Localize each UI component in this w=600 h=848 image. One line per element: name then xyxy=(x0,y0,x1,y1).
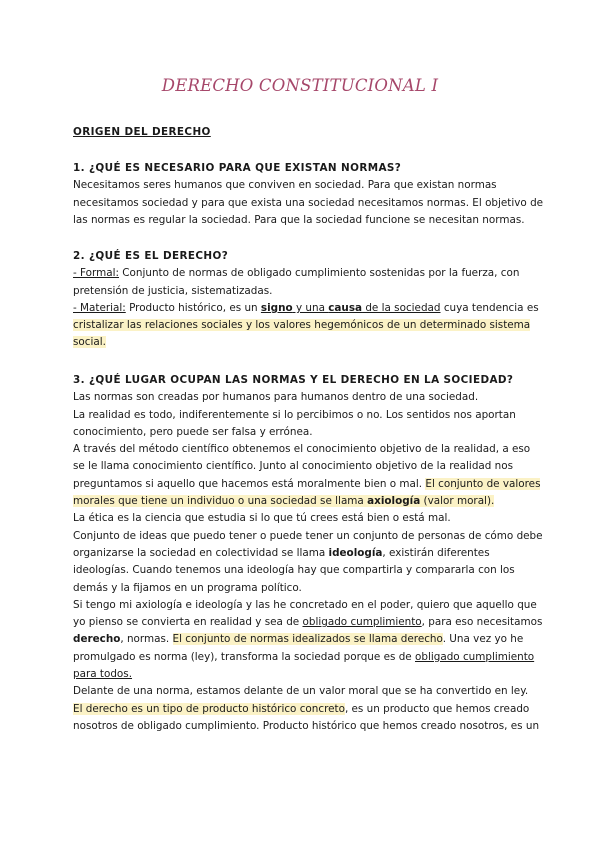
derecho-term: derecho xyxy=(73,633,121,646)
highlight: El conjunto de normas idealizados se llama derecho xyxy=(172,633,443,646)
paragraph-line: Necesitamos seres humanos que conviven en sociedad. Para que existan normas xyxy=(73,179,497,192)
paragraph-line: - Material: Producto histórico, es un signo y una causa de la sociedad cuya tendencia es xyxy=(73,301,539,314)
paragraph-line xyxy=(73,334,533,351)
paragraph-line: ideologías. Cuando tenemos una ideología hay que compartirla y compararla con los xyxy=(73,564,515,577)
paragraph-line: pretensión de justicia, sistematizadas. xyxy=(73,284,273,297)
causa-term: causa xyxy=(328,301,363,314)
paragraph-line: las normas es regular la sociedad. Para que la sociedad funcione se necesitan normas. xyxy=(73,213,525,226)
paragraph-line: demás y la fijamos en un programa político. xyxy=(73,581,302,594)
paragraph-line: Delante de una norma, estamos delante de un valor moral que se ha convertido en ley. xyxy=(73,685,529,698)
section-heading: ORIGEN DEL DERECHO xyxy=(73,126,211,138)
paragraph-line: Conjunto de ideas que puedo tener o puede tener un conjunto de personas de cómo debe xyxy=(73,529,543,542)
highlight: morales que tiene un individuo o una sociedad se llama xyxy=(73,495,368,508)
paragraph-line: morales que tiene un individuo o una sociedad se llama axiología (valor moral). xyxy=(73,495,495,508)
paragraph-line: derecho, normas. El conjunto de normas idealizados se llama derecho. Una vez yo he xyxy=(73,633,524,646)
paragraph-line: Las normas son creadas por humanos para humanos dentro de una sociedad. xyxy=(73,391,479,404)
underlined-term: obligado cumplimiento xyxy=(415,650,535,663)
paragraph-line: El derecho es un tipo de producto histórico concreto, es un producto que hemos creado xyxy=(73,702,530,715)
highlight: social. xyxy=(73,336,106,349)
underlined-term: para todos. xyxy=(73,668,133,681)
formal-label: - Formal: xyxy=(73,267,119,280)
axiologia-term: axiología xyxy=(367,495,421,508)
question-1-heading: 1. ¿QUÉ ES NECESARIO PARA QUE EXISTAN NORMAS? xyxy=(73,162,402,174)
paragraph-line: necesitamos sociedad y para que exista una sociedad necesitamos normas. El objetivo de xyxy=(73,196,544,209)
paragraph-line: La ética es la ciencia que estudia si lo que tú crees está bien o está mal. xyxy=(73,512,451,525)
signo-term: signo xyxy=(260,301,293,314)
highlight: El conjunto de valores xyxy=(425,477,541,490)
ideologia-term: ideología xyxy=(328,546,383,559)
question-3-heading: 3. ¿QUÉ LUGAR OCUPAN LAS NORMAS Y EL DERECHO EN LA SOCIEDAD? xyxy=(73,374,514,386)
document-title: DERECHO CONSTITUCIONAL I xyxy=(161,76,439,95)
paragraph-line: - Formal: Conjunto de normas de obligado cumplimiento sostenidas por la fuerza, con xyxy=(73,267,520,280)
paragraph-line: nosotros de obligado cumplimiento. Producto histórico que hemos creado nosotros, es un xyxy=(73,719,540,732)
question-3 xyxy=(73,372,543,735)
section-origen xyxy=(73,124,533,141)
highlight: cristalizar las relaciones sociales y los valores hegemónicos de un determinado sistema xyxy=(73,319,531,332)
paragraph-line: se le llama conocimiento científico. Junto al conocimiento objetivo de la realidad nos xyxy=(73,460,514,473)
paragraph-line: Si tengo mi axiología e ideología y las he concretado en el poder, quiero que aquello que xyxy=(73,598,537,611)
paragraph-line: La realidad es todo, indiferentemente si lo percibimos o no. Los sentidos nos aportan xyxy=(73,408,516,421)
paragraph-line: promulgado es norma (ley), transforma la sociedad porque es de obligado cumplimiento xyxy=(73,650,535,663)
paragraph-line: organizarse la sociedad en colectividad se llama ideología, existirán diferentes xyxy=(73,546,490,559)
question-2-heading: 2. ¿QUÉ ES EL DERECHO? xyxy=(73,250,229,262)
paragraph-line: A través del método científico obtenemos el conocimiento objetivo de la realidad, a eso xyxy=(73,443,531,456)
paragraph-line: conocimiento, pero puede ser falsa y errónea. xyxy=(73,425,313,438)
paragraph-line: preguntamos si aquello que hacemos está moralmente bien o mal. El conjunto de valores xyxy=(73,477,541,490)
highlight: El derecho es un tipo de producto histórico concreto xyxy=(73,702,345,715)
paragraph-line: yo pienso se convierta en realidad y sea de obligado cumplimiento, para eso necesitamos xyxy=(73,616,543,629)
question-1 xyxy=(73,160,544,229)
underlined-term: obligado cumplimiento xyxy=(302,616,422,629)
paragraph-line xyxy=(73,317,533,334)
paragraph-line xyxy=(73,666,533,683)
material-label: - Material: xyxy=(73,301,126,314)
question-2 xyxy=(73,248,539,352)
